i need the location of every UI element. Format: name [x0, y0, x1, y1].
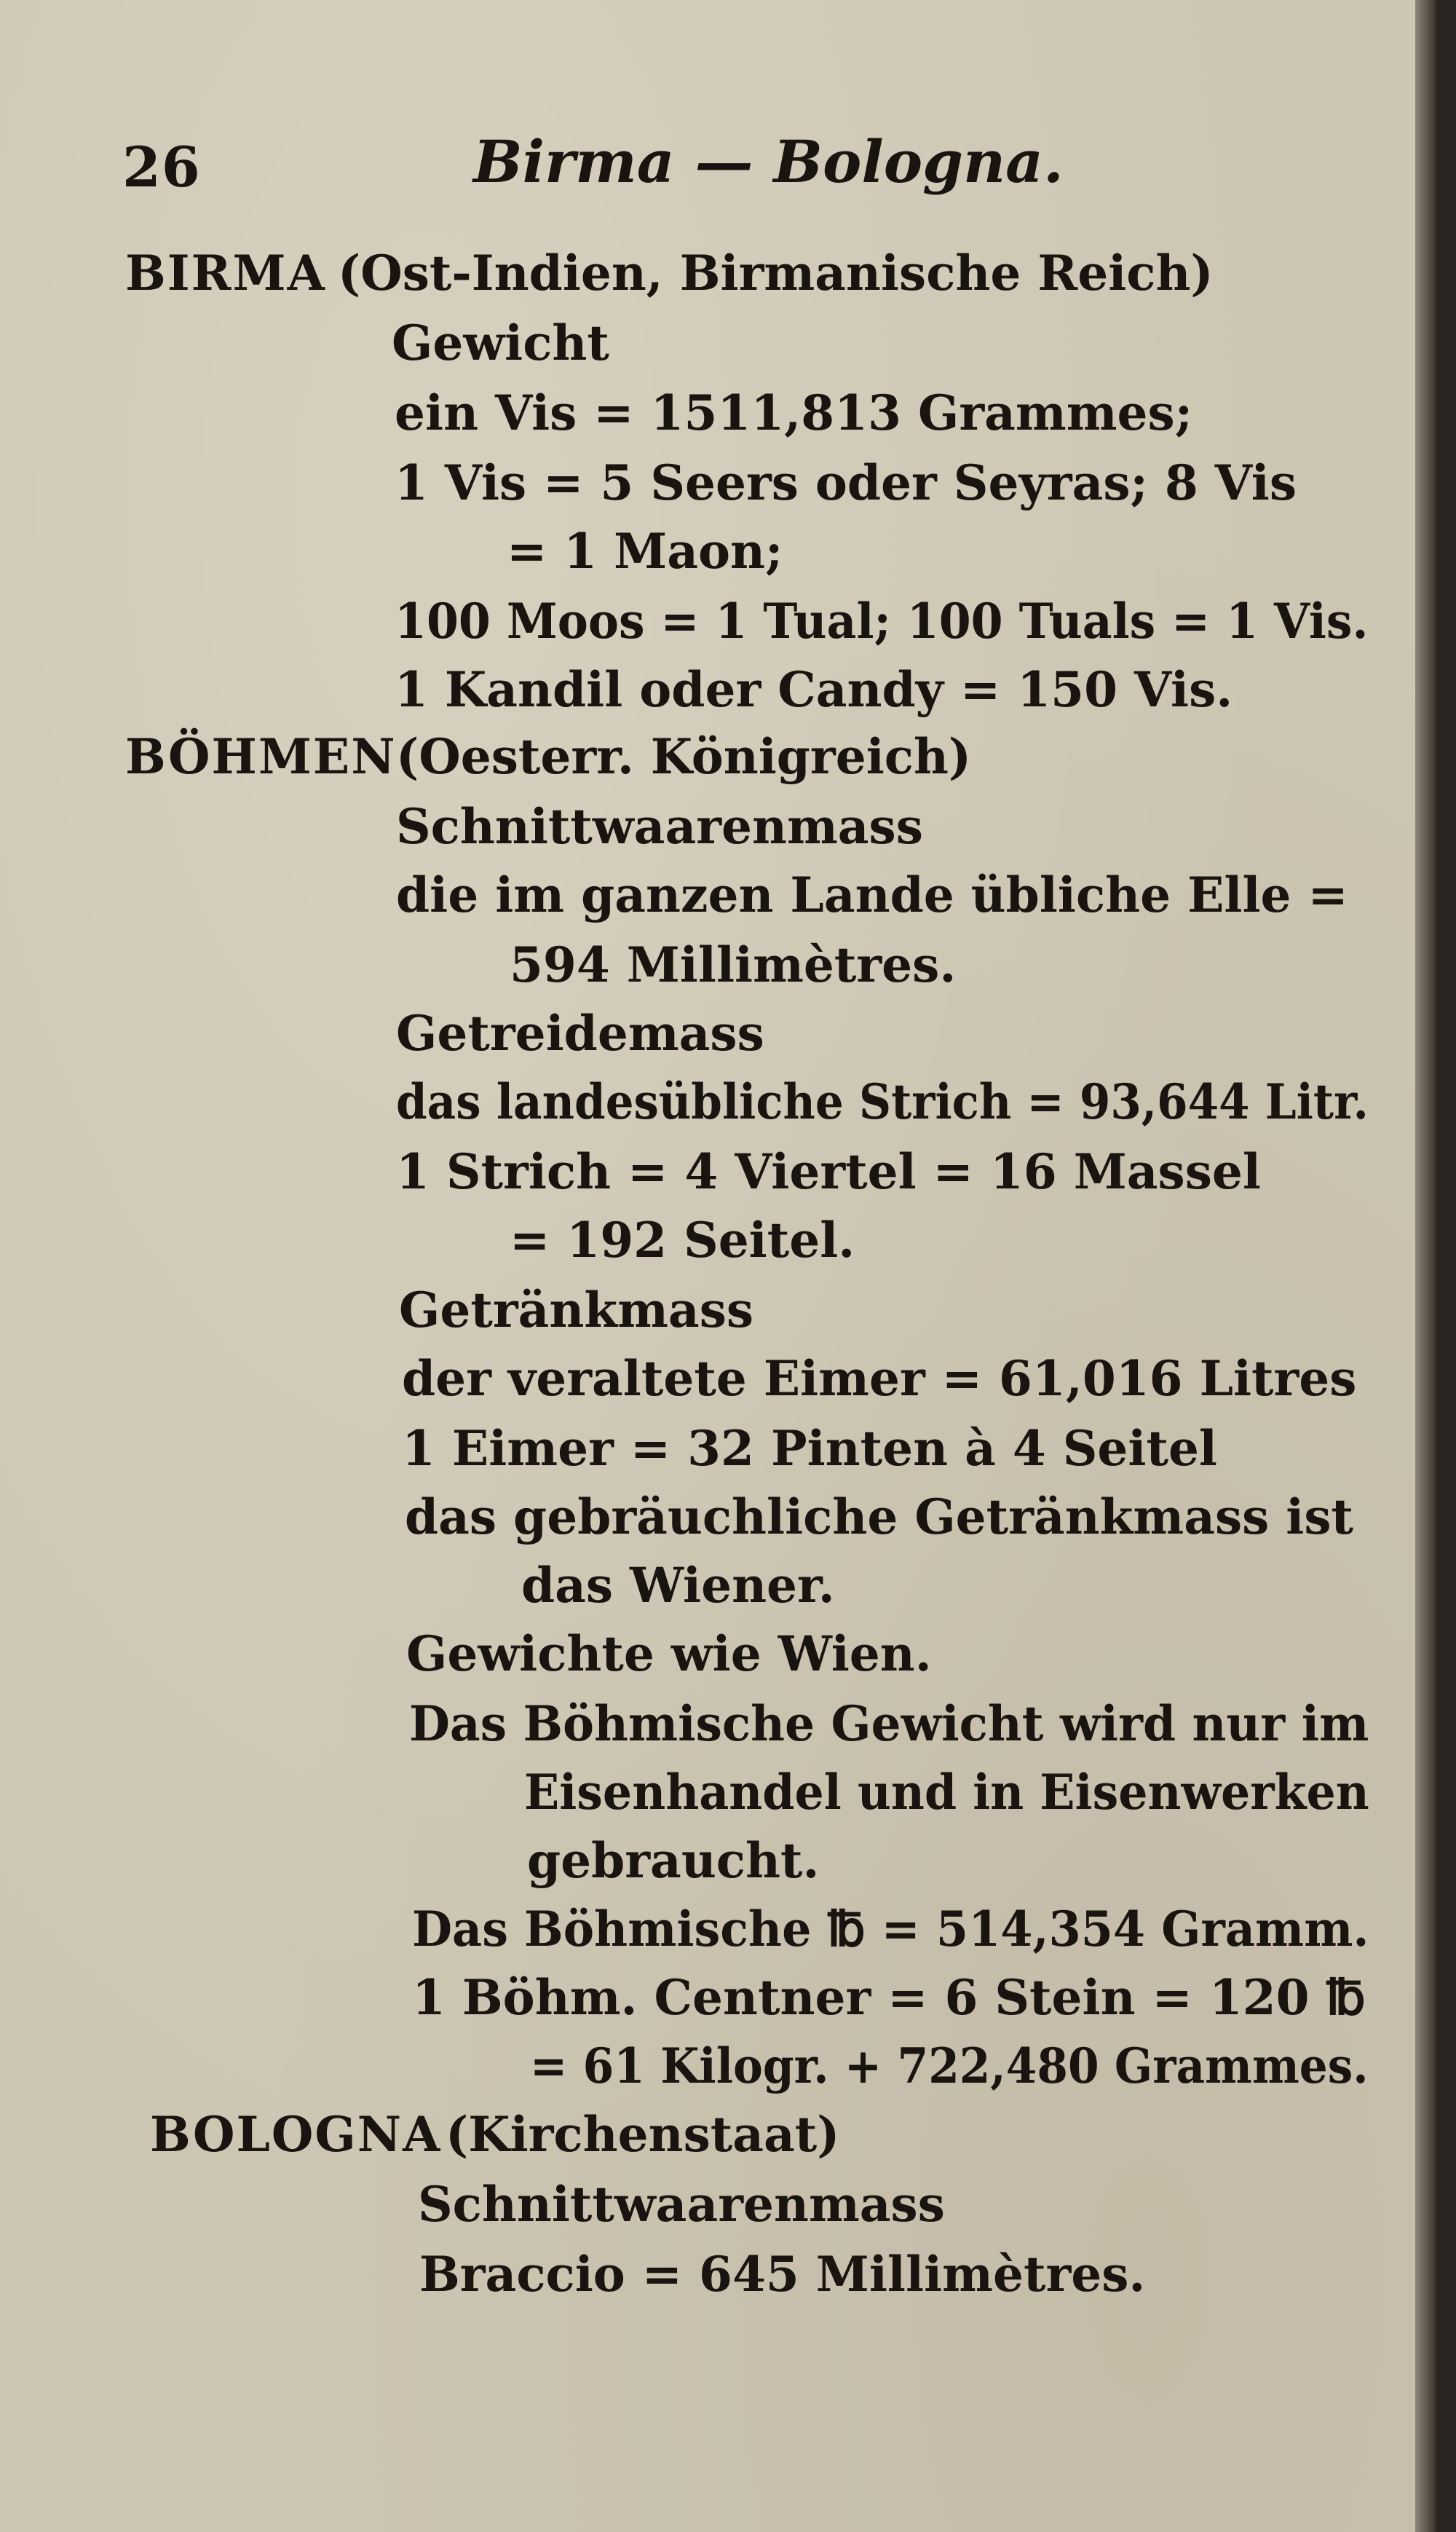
entry-line: Das Böhmische ℔ = 514,354 Gramm.	[412, 1901, 1369, 1957]
entry-line: 100 Moos = 1 Tual; 100 Tuals = 1 Vis.	[395, 593, 1369, 650]
entry-line: = 192 Seitel.	[510, 1212, 855, 1269]
entry-line: 1 Vis = 5 Seers oder Seyras; 8 Vis	[395, 454, 1297, 511]
running-title: Birma — Bologna.	[473, 127, 1064, 196]
entry-term-birma: BIRMA	[125, 245, 326, 301]
page-header	[0, 120, 1436, 200]
entry-line: = 1 Maon;	[507, 523, 783, 580]
entry-term-bologna: BOLOGNA	[150, 2106, 442, 2163]
page-number: 26	[122, 135, 201, 200]
entry-term-bohmen: BÖHMEN	[125, 728, 397, 785]
entry-line: Eisenhandel und in Eisenwerken	[524, 1764, 1369, 1821]
entry-line: Getreidemass	[396, 1005, 764, 1062]
entry-line: das landesübliche Strich = 93,644 Litr.	[396, 1073, 1369, 1130]
entry-line: das Wiener.	[521, 1557, 835, 1614]
entry-qualifier-birma: (Ost-Indien, Birmanische Reich)	[338, 245, 1214, 301]
entry-line: Schnittwaarenmass	[418, 2176, 945, 2233]
entry-line: 1 Strich = 4 Viertel = 16 Massel	[396, 1143, 1261, 1200]
entry-qualifier-bohmen: (Oesterr. Königreich)	[396, 728, 972, 785]
entry-line: Braccio = 645 Millimètres.	[419, 2246, 1146, 2303]
entry-line: Das Böhmische Gewicht wird nur im	[409, 1695, 1369, 1752]
entry-line: 1 Böhm. Centner = 6 Stein = 120 ℔	[412, 1969, 1366, 2026]
entry-line: Gewicht	[392, 315, 609, 371]
entry-line: ein Vis = 1511,813 Grammes;	[395, 384, 1193, 441]
entry-line: = 61 Kilogr. + 722,480 Grammes.	[530, 2038, 1369, 2094]
entry-line: Gewichte wie Wien.	[406, 1625, 932, 1682]
entry-line: die im ganzen Lande übliche Elle =	[396, 867, 1348, 923]
entry-line: 594 Millimètres.	[510, 936, 957, 993]
entry-line: 1 Eimer = 32 Pinten à 4 Seitel	[402, 1420, 1218, 1477]
entry-line: gebraucht.	[527, 1832, 820, 1889]
entry-line: Schnittwaarenmass	[396, 798, 923, 855]
page-edge	[1415, 0, 1436, 2532]
entry-qualifier-bologna: (Kirchenstaat)	[446, 2106, 840, 2163]
entry-line: der veraltete Eimer = 61,016 Litres	[402, 1350, 1357, 1407]
entry-line: 1 Kandil oder Candy = 150 Vis.	[395, 661, 1233, 718]
entry-line: das gebräuchliche Getränkmass ist	[405, 1488, 1354, 1545]
entry-line: Getränkmass	[399, 1282, 754, 1338]
